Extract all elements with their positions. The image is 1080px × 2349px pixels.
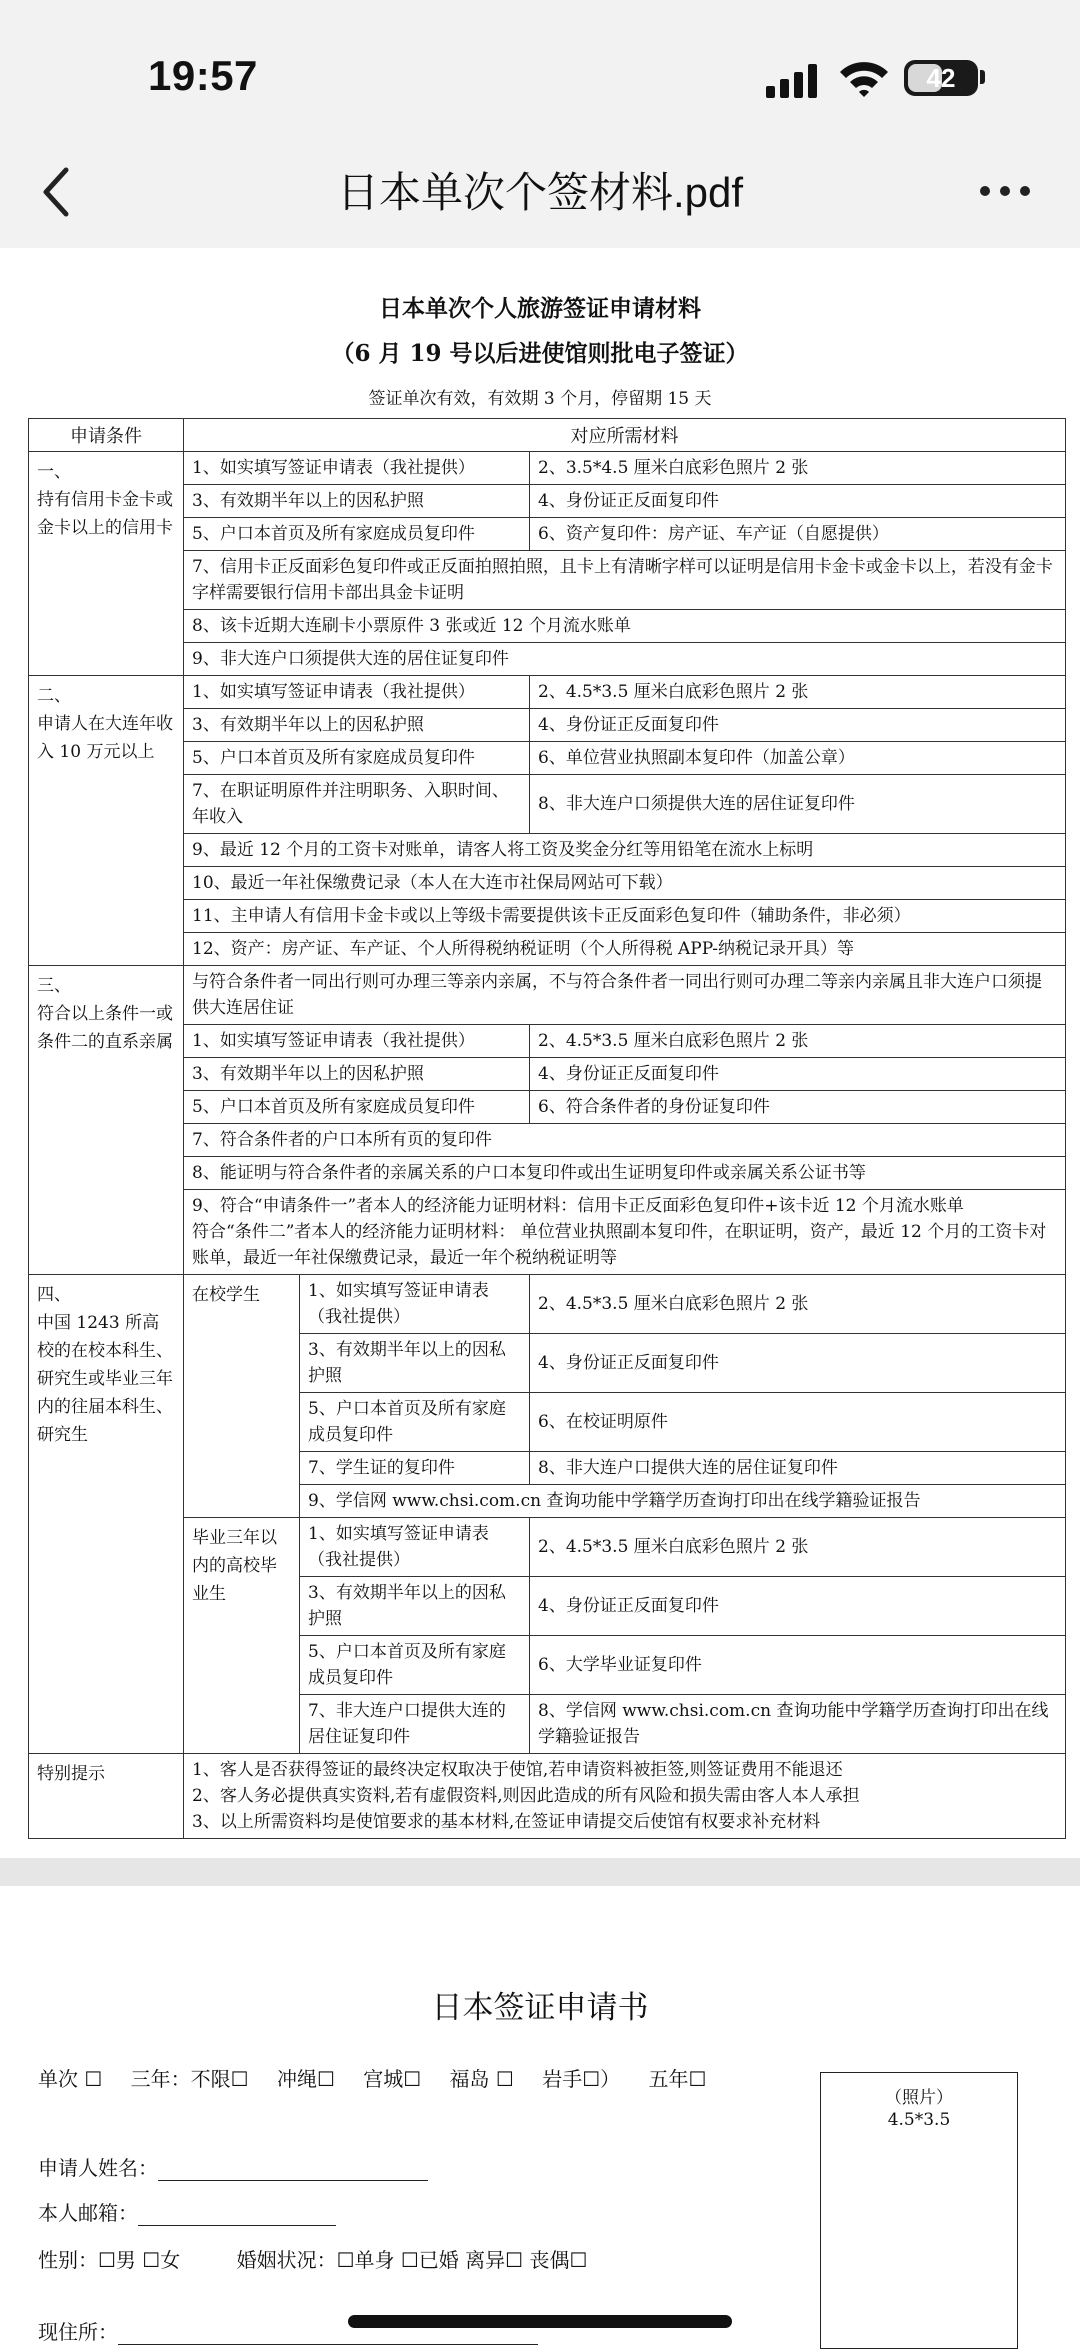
table-row bbox=[29, 1124, 1066, 1157]
material-cell: 2、4.5*3.5 厘米白底彩色照片 2 张 bbox=[530, 1275, 1066, 1334]
visa-type-option: 冲绳☐ bbox=[276, 2067, 335, 2091]
battery-level: 42 bbox=[926, 63, 956, 93]
material-cell: 5、户口本首页及所有家庭成员复印件 bbox=[300, 1636, 530, 1695]
visa-type-option: 宫城☐ bbox=[363, 2067, 422, 2091]
material-cell: 4、身份证正反面复印件 bbox=[530, 485, 1066, 518]
table-row bbox=[29, 551, 1066, 610]
applicant-name-row bbox=[38, 2152, 428, 2181]
material-cell: 8、非大连户口须提供大连的居住证复印件 bbox=[530, 775, 1066, 834]
ellipsis-icon bbox=[1000, 186, 1010, 196]
battery-cap bbox=[980, 70, 985, 84]
material-cell: 1、客人是否获得签证的最终决定权取决于使馆,若申请资料被拒签,则签证费用不能退还 2、客人务必提供真实资料,若有虚假资料,则因此造成的所有风险和损失需由客人本人承担 3、以上所需资料均是使馆要求的基本材料,在签证申请提交后使馆有权要求补充材料 bbox=[184, 1754, 1066, 1839]
email-line bbox=[138, 2225, 336, 2226]
material-cell: 4、身份证正反面复印件 bbox=[530, 1058, 1066, 1091]
address-label: 现住所： bbox=[38, 2320, 118, 2344]
applicant-name-label: 申请人姓名： bbox=[38, 2156, 158, 2180]
material-cell: 2、4.5*3.5 厘米白底彩色照片 2 张 bbox=[530, 1518, 1066, 1577]
material-cell: 1、如实填写签证申请表（我社提供） bbox=[300, 1275, 530, 1334]
table-row bbox=[29, 643, 1066, 676]
material-cell: 7、符合条件者的户口本所有页的复印件 bbox=[184, 1124, 1066, 1157]
cellular-signal-icon bbox=[766, 64, 818, 98]
visa-type-row bbox=[38, 2063, 728, 2092]
requirements-table bbox=[28, 418, 1066, 1839]
header-materials: 对应所需材料 bbox=[184, 419, 1066, 452]
table-row bbox=[29, 1025, 1066, 1058]
visa-type-option: 单次 ☐ bbox=[38, 2067, 103, 2091]
material-cell: 5、户口本首页及所有家庭成员复印件 bbox=[184, 742, 530, 775]
home-indicator[interactable] bbox=[348, 2315, 732, 2328]
material-cell: 8、学信网 www.chsi.com.cn 查询功能中学籍学历查询打印出在线学籍验证报告 bbox=[530, 1695, 1066, 1754]
photo-box bbox=[820, 2072, 1018, 2349]
table-row bbox=[29, 933, 1066, 966]
material-cell: 1、如实填写签证申请表（我社提供） bbox=[184, 452, 530, 485]
table-row bbox=[29, 709, 1066, 742]
email-label: 本人邮箱： bbox=[38, 2201, 138, 2225]
visa-type-option: 岩手☐） bbox=[542, 2067, 621, 2091]
table-row bbox=[29, 966, 1066, 1025]
material-cell: 6、符合条件者的身份证复印件 bbox=[530, 1091, 1066, 1124]
table-row bbox=[29, 867, 1066, 900]
material-cell: 5、户口本首页及所有家庭成员复印件 bbox=[300, 1393, 530, 1452]
material-cell: 1、如实填写签证申请表（我社提供） bbox=[184, 676, 530, 709]
table-row bbox=[29, 1518, 1066, 1577]
battery-icon bbox=[904, 60, 978, 96]
material-cell: 12、资产：房产证、车产证、个人所得税纳税证明（个人所得税 APP-纳税记录开具）等 bbox=[184, 933, 1066, 966]
material-cell: 9、最近 12 个月的工资卡对账单，请客人将工资及奖金分红等用铅笔在流水上标明 bbox=[184, 834, 1066, 867]
material-cell: 8、非大连户口提供大连的居住证复印件 bbox=[530, 1452, 1066, 1485]
material-cell: 7、学生证的复印件 bbox=[300, 1452, 530, 1485]
visa-type-option: 三年：不限☐ bbox=[130, 2067, 249, 2091]
table-row bbox=[29, 1754, 1066, 1839]
address-line bbox=[118, 2344, 538, 2345]
table-row bbox=[29, 1157, 1066, 1190]
gender-label: 性别：☐男 ☐女 bbox=[38, 2248, 181, 2272]
visa-type-option: 五年☐ bbox=[648, 2067, 707, 2091]
material-cell: 8、能证明与符合条件者的亲属关系的户口本复印件或出生证明复印件或亲属关系公证书等 bbox=[184, 1157, 1066, 1190]
table-row bbox=[29, 900, 1066, 933]
subcondition-cell: 毕业三年以内的高校毕业生 bbox=[184, 1518, 300, 1754]
subcondition-cell: 在校学生 bbox=[184, 1275, 300, 1518]
top-bar bbox=[0, 0, 1080, 248]
status-time: 19:57 bbox=[148, 52, 258, 99]
table-row bbox=[29, 518, 1066, 551]
applicant-name-line bbox=[158, 2180, 428, 2181]
material-cell: 1、如实填写签证申请表（我社提供） bbox=[184, 1025, 530, 1058]
table-row bbox=[29, 775, 1066, 834]
condition-cell: 特别提示 bbox=[29, 1754, 184, 1839]
material-cell: 11、主申请人有信用卡金卡或以上等级卡需要提供该卡正反面彩色复印件（辅助条件，非必须） bbox=[184, 900, 1066, 933]
material-cell: 7、非大连户口提供大连的居住证复印件 bbox=[300, 1695, 530, 1754]
material-cell: 9、非大连户口须提供大连的居住证复印件 bbox=[184, 643, 1066, 676]
material-cell: 6、在校证明原件 bbox=[530, 1393, 1066, 1452]
material-cell: 2、4.5*3.5 厘米白底彩色照片 2 张 bbox=[530, 1025, 1066, 1058]
header-condition: 申请条件 bbox=[29, 419, 184, 452]
material-cell: 7、在职证明原件并注明职务、入职时间、年收入 bbox=[184, 775, 530, 834]
material-cell: 3、有效期半年以上的因私护照 bbox=[300, 1334, 530, 1393]
ellipsis-icon bbox=[1020, 186, 1030, 196]
material-cell: 4、身份证正反面复印件 bbox=[530, 1334, 1066, 1393]
material-cell: 6、资产复印件：房产证、车产证（自愿提供） bbox=[530, 518, 1066, 551]
page-divider bbox=[0, 1858, 1080, 1886]
document-title: 日本单次个签材料.pdf bbox=[336, 169, 744, 216]
material-cell: 4、身份证正反面复印件 bbox=[530, 709, 1066, 742]
gender-marital-row bbox=[38, 2244, 587, 2273]
material-cell: 3、有效期半年以上的因私护照 bbox=[184, 1058, 530, 1091]
more-options-button[interactable] bbox=[980, 186, 1034, 200]
table-row bbox=[29, 485, 1066, 518]
material-cell: 2、3.5*4.5 厘米白底彩色照片 2 张 bbox=[530, 452, 1066, 485]
validity-note: 签证单次有效，有效期 3 个月，停留期 15 天 bbox=[368, 389, 712, 409]
condition-cell: 三、 符合以上条件一或条件二的直系亲属 bbox=[29, 966, 184, 1275]
back-button[interactable] bbox=[34, 162, 78, 222]
table-row bbox=[29, 676, 1066, 709]
table-row bbox=[29, 1190, 1066, 1275]
material-cell: 9、符合“申请条件一”者本人的经济能力证明材料：信用卡正反面彩色复印件+该卡近 12 个月流水账单 符合“条件二”者本人的经济能力证明材料： 单位营业执照副本复印件，在职证明，资产，最近 12 个月的工资卡对账单，最近一年社保缴费记录，最近一年个税纳税证明等 bbox=[184, 1190, 1066, 1275]
marital-status-label: 婚姻状况：☐单身 ☐已婚 离异☐ 丧偶☐ bbox=[236, 2248, 588, 2272]
material-cell: 5、户口本首页及所有家庭成员复印件 bbox=[184, 1091, 530, 1124]
material-cell: 3、有效期半年以上的因私护照 bbox=[184, 709, 530, 742]
material-cell: 9、学信网 www.chsi.com.cn 查询功能中学籍学历查询打印出在线学籍验证报告 bbox=[300, 1485, 1066, 1518]
table-row bbox=[29, 1091, 1066, 1124]
visa-type-option: 福岛 ☐ bbox=[449, 2067, 514, 2091]
photo-size: 4.5*3.5 bbox=[887, 2110, 951, 2130]
condition-cell: 二、 申请人在大连年收入 10 万元以上 bbox=[29, 676, 184, 966]
doc-subheading: （6 月 19 号以后进使馆则批电子签证） bbox=[331, 340, 749, 367]
material-cell: 3、有效期半年以上的因私护照 bbox=[184, 485, 530, 518]
material-cell: 4、身份证正反面复印件 bbox=[530, 1577, 1066, 1636]
material-cell: 8、该卡近期大连刷卡小票原件 3 张或近 12 个月流水账单 bbox=[184, 610, 1066, 643]
condition-cell: 一、 持有信用卡金卡或金卡以上的信用卡 bbox=[29, 452, 184, 676]
photo-label: （照片） bbox=[885, 2088, 953, 2108]
material-cell: 6、单位营业执照副本复印件（加盖公章） bbox=[530, 742, 1066, 775]
condition-cell: 四、 中国 1243 所高校的在校本科生、研究生或毕业三年内的往届本科生、研究生 bbox=[29, 1275, 184, 1754]
table-row bbox=[29, 742, 1066, 775]
table-row bbox=[29, 1275, 1066, 1334]
material-cell: 与符合条件者一同出行则可办理三等亲内亲属，不与符合条件者一同出行则可办理二等亲内亲属且非大连户口须提供大连居住证 bbox=[184, 966, 1066, 1025]
ellipsis-icon bbox=[980, 186, 990, 196]
wifi-icon bbox=[838, 58, 890, 98]
table-row bbox=[29, 1058, 1066, 1091]
material-cell: 2、4.5*3.5 厘米白底彩色照片 2 张 bbox=[530, 676, 1066, 709]
table-row bbox=[29, 452, 1066, 485]
material-cell: 10、最近一年社保缴费记录（本人在大连市社保局网站可下载） bbox=[184, 867, 1066, 900]
material-cell: 3、有效期半年以上的因私护照 bbox=[300, 1577, 530, 1636]
material-cell: 5、户口本首页及所有家庭成员复印件 bbox=[184, 518, 530, 551]
material-cell: 1、如实填写签证申请表（我社提供） bbox=[300, 1518, 530, 1577]
table-row bbox=[29, 610, 1066, 643]
email-row bbox=[38, 2197, 336, 2226]
table-header-row bbox=[29, 419, 1066, 452]
material-cell: 7、信用卡正反面彩色复印件或正反面拍照拍照，且卡上有清晰字样可以证明是信用卡金卡或金卡以上，若没有金卡字样需要银行信用卡部出具金卡证明 bbox=[184, 551, 1066, 610]
table-row bbox=[29, 834, 1066, 867]
doc-heading: 日本单次个人旅游签证申请材料 bbox=[379, 295, 701, 322]
material-cell: 6、大学毕业证复印件 bbox=[530, 1636, 1066, 1695]
form-title: 日本签证申请书 bbox=[431, 1990, 649, 2026]
